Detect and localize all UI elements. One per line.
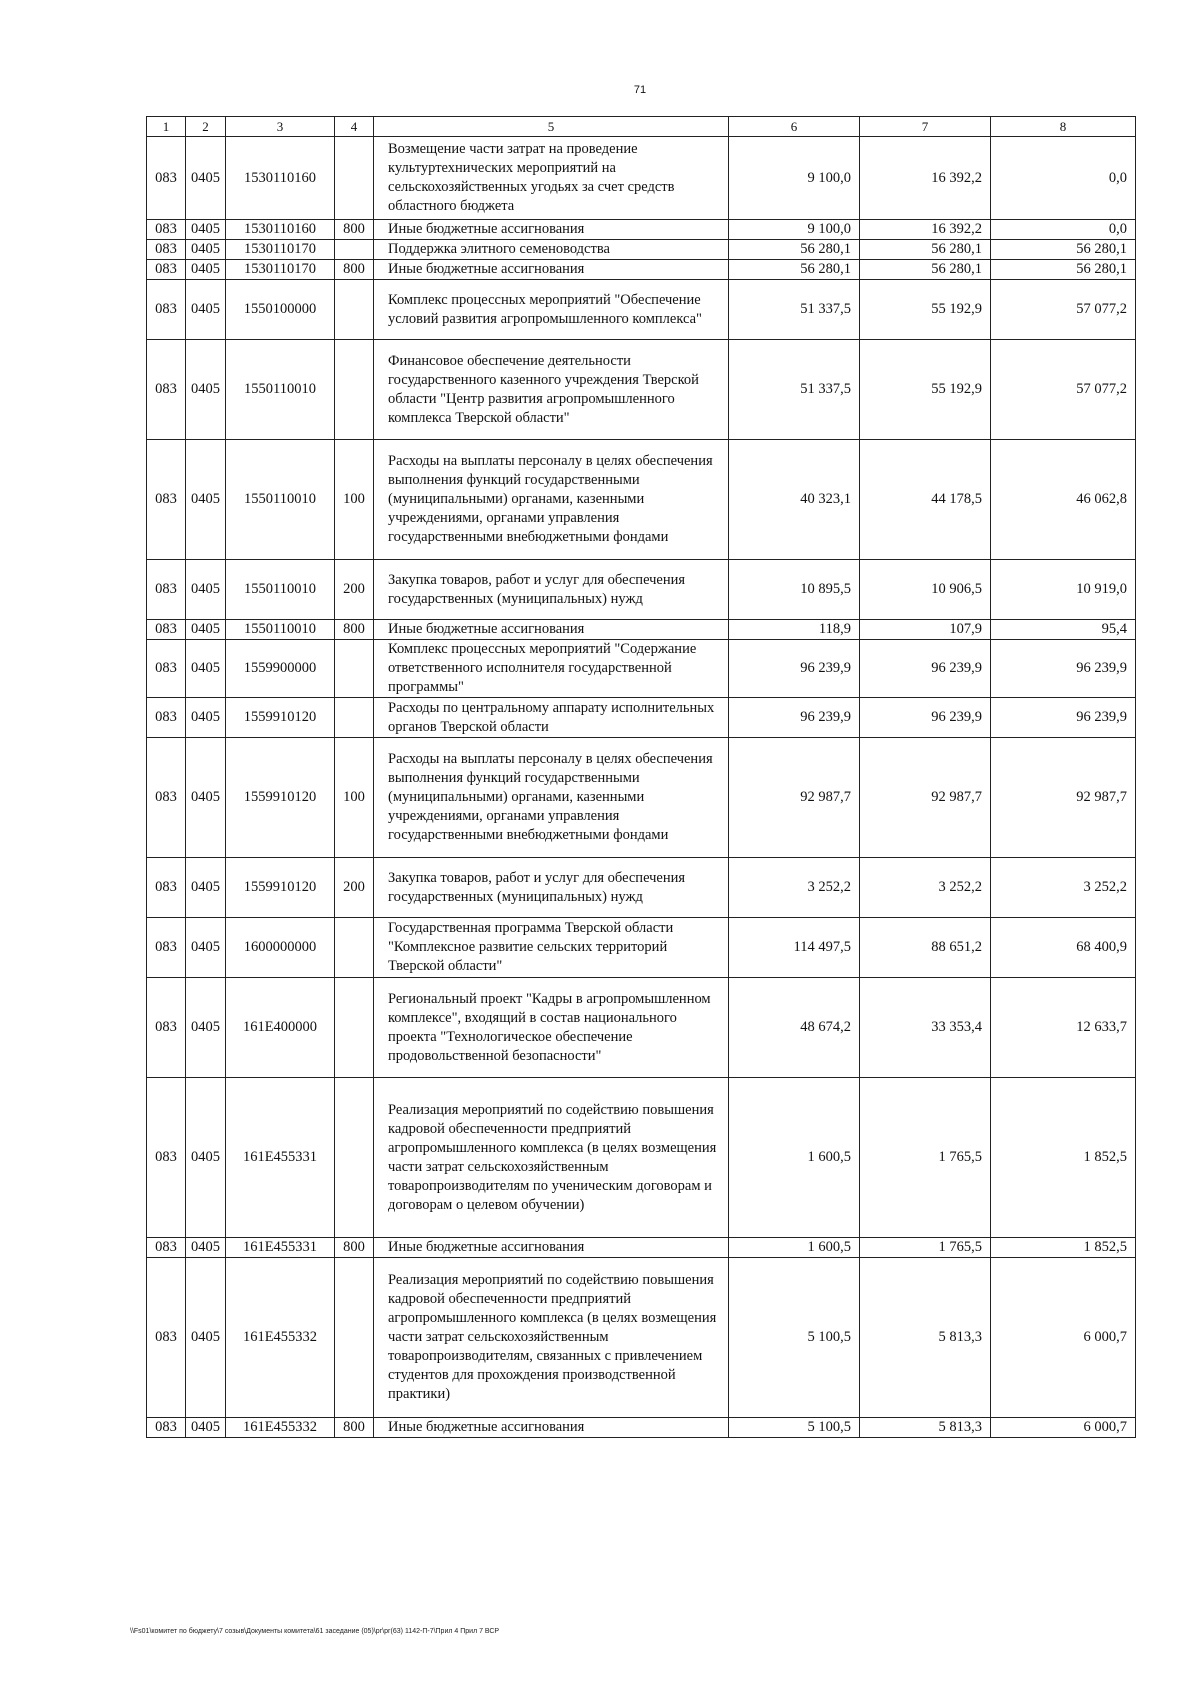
cell-ministry-code: 083: [147, 918, 186, 978]
cell-description: Реализация мероприятий по содействию повышения кадровой обеспеченности предприятий агропромышленного комплекса (в целях возмещения части затрат сельскохозяйственным товаропроизводителям по ученическим договорам и договорам о целевом обучении): [374, 1078, 729, 1238]
cell-expense-type: [335, 340, 374, 440]
cell-amount-year1: 5 100,5: [729, 1258, 860, 1418]
cell-section-code: 0405: [186, 1418, 226, 1438]
table-row: [147, 738, 1136, 858]
page-number: 71: [633, 84, 647, 96]
cell-description: Реализация мероприятий по содействию повышения кадровой обеспеченности предприятий агропромышленного комплекса (в целях возмещения части затрат сельскохозяйственным товаропроизводителям, связанных с привлечением студентов для прохождения производственной практики): [374, 1258, 729, 1418]
cell-target-article: 1559910120: [226, 858, 335, 918]
table-row: [147, 918, 1136, 978]
column-header: 2: [186, 117, 226, 137]
cell-target-article: 1600000000: [226, 918, 335, 978]
cell-ministry-code: 083: [147, 240, 186, 260]
cell-ministry-code: 083: [147, 620, 186, 640]
cell-section-code: 0405: [186, 1078, 226, 1238]
cell-amount-year2: 5 813,3: [860, 1258, 991, 1418]
cell-amount-year3: 46 062,8: [991, 440, 1136, 560]
cell-section-code: 0405: [186, 560, 226, 620]
cell-amount-year3: 68 400,9: [991, 918, 1136, 978]
cell-description: Иные бюджетные ассигнования: [374, 1238, 729, 1258]
cell-expense-type: 800: [335, 1418, 374, 1438]
cell-description: Возмещение части затрат на проведение культуртехнических мероприятий на сельскохозяйственных угодьях за счет средств областного бюджета: [374, 137, 729, 220]
cell-amount-year2: 16 392,2: [860, 137, 991, 220]
cell-expense-type: [335, 698, 374, 738]
cell-description: Расходы по центральному аппарату исполнительных органов Тверской области: [374, 698, 729, 738]
cell-amount-year2: 55 192,9: [860, 280, 991, 340]
cell-amount-year1: 96 239,9: [729, 698, 860, 738]
cell-target-article: 161E455331: [226, 1238, 335, 1258]
cell-section-code: 0405: [186, 620, 226, 640]
cell-description: Иные бюджетные ассигнования: [374, 620, 729, 640]
cell-description: Государственная программа Тверской области "Комплексное развитие сельских территорий Тверской области": [374, 918, 729, 978]
table-row: [147, 1418, 1136, 1438]
cell-description: Расходы на выплаты персоналу в целях обеспечения выполнения функций государственными (муниципальными) органами, казенными учреждениями, органами управления государственными внебюджетными фондами: [374, 738, 729, 858]
cell-description: Комплекс процессных мероприятий "Обеспечение условий развития агропромышленного комплекса": [374, 280, 729, 340]
table-row: [147, 280, 1136, 340]
cell-ministry-code: 083: [147, 260, 186, 280]
table-row: [147, 1078, 1136, 1238]
cell-description: Комплекс процессных мероприятий "Содержание ответственного исполнителя государственной программы": [374, 640, 729, 698]
cell-ministry-code: 083: [147, 1258, 186, 1418]
cell-expense-type: [335, 137, 374, 220]
cell-amount-year1: 51 337,5: [729, 280, 860, 340]
table-row: [147, 240, 1136, 260]
table-body: [147, 137, 1136, 1438]
cell-expense-type: 800: [335, 620, 374, 640]
table-row: [147, 620, 1136, 640]
cell-ministry-code: 083: [147, 340, 186, 440]
cell-section-code: 0405: [186, 220, 226, 240]
cell-amount-year2: 16 392,2: [860, 220, 991, 240]
cell-amount-year3: 92 987,7: [991, 738, 1136, 858]
column-header: 8: [991, 117, 1136, 137]
cell-expense-type: [335, 1078, 374, 1238]
cell-target-article: 161E455332: [226, 1258, 335, 1418]
table-row: [147, 340, 1136, 440]
cell-amount-year3: 57 077,2: [991, 340, 1136, 440]
cell-expense-type: [335, 240, 374, 260]
cell-amount-year2: 33 353,4: [860, 978, 991, 1078]
cell-expense-type: 800: [335, 260, 374, 280]
cell-amount-year3: 96 239,9: [991, 640, 1136, 698]
cell-section-code: 0405: [186, 240, 226, 260]
cell-target-article: 1550110010: [226, 440, 335, 560]
cell-amount-year2: 1 765,5: [860, 1238, 991, 1258]
cell-ministry-code: 083: [147, 220, 186, 240]
cell-amount-year2: 56 280,1: [860, 240, 991, 260]
cell-amount-year1: 56 280,1: [729, 240, 860, 260]
cell-section-code: 0405: [186, 340, 226, 440]
cell-description: Иные бюджетные ассигнования: [374, 1418, 729, 1438]
cell-amount-year3: 3 252,2: [991, 858, 1136, 918]
cell-ministry-code: 083: [147, 698, 186, 738]
cell-amount-year1: 5 100,5: [729, 1418, 860, 1438]
cell-description: Иные бюджетные ассигнования: [374, 260, 729, 280]
cell-description: Поддержка элитного семеноводства: [374, 240, 729, 260]
cell-section-code: 0405: [186, 440, 226, 560]
table-row: [147, 560, 1136, 620]
cell-target-article: 1559900000: [226, 640, 335, 698]
cell-ministry-code: 083: [147, 858, 186, 918]
cell-expense-type: 200: [335, 560, 374, 620]
cell-ministry-code: 083: [147, 560, 186, 620]
cell-amount-year1: 48 674,2: [729, 978, 860, 1078]
column-header: 5: [374, 117, 729, 137]
cell-ministry-code: 083: [147, 738, 186, 858]
cell-expense-type: 100: [335, 440, 374, 560]
cell-expense-type: [335, 978, 374, 1078]
cell-amount-year3: 6 000,7: [991, 1258, 1136, 1418]
column-header: 7: [860, 117, 991, 137]
cell-amount-year1: 9 100,0: [729, 137, 860, 220]
cell-ministry-code: 083: [147, 137, 186, 220]
table-row: [147, 978, 1136, 1078]
cell-description: Финансовое обеспечение деятельности государственного казенного учреждения Тверской области "Центр развития агропромышленного комплекса Тверской области": [374, 340, 729, 440]
header-row: [147, 117, 1136, 137]
table-row: [147, 260, 1136, 280]
cell-target-article: 1530110160: [226, 137, 335, 220]
table-row: [147, 137, 1136, 220]
column-header: 4: [335, 117, 374, 137]
cell-amount-year3: 0,0: [991, 137, 1136, 220]
cell-amount-year2: 1 765,5: [860, 1078, 991, 1238]
cell-section-code: 0405: [186, 1238, 226, 1258]
cell-ministry-code: 083: [147, 978, 186, 1078]
cell-section-code: 0405: [186, 260, 226, 280]
cell-expense-type: 100: [335, 738, 374, 858]
cell-description: Закупка товаров, работ и услуг для обеспечения государственных (муниципальных) нужд: [374, 858, 729, 918]
footer-file-path: \\Fs01\комитет по бюджету\7 созыв\Документы комитета\61 заседание (05)\рг\рг(63) 1142-П-7\Прил 4 Прил 7 ВСР: [130, 1628, 500, 1635]
cell-amount-year3: 12 633,7: [991, 978, 1136, 1078]
table-header: [147, 117, 1136, 137]
table-row: [147, 698, 1136, 738]
cell-target-article: 1530110170: [226, 240, 335, 260]
cell-amount-year3: 0,0: [991, 220, 1136, 240]
cell-target-article: 1550110010: [226, 560, 335, 620]
cell-target-article: 1530110170: [226, 260, 335, 280]
cell-target-article: 161E455331: [226, 1078, 335, 1238]
cell-amount-year2: 44 178,5: [860, 440, 991, 560]
cell-amount-year1: 51 337,5: [729, 340, 860, 440]
cell-description: Региональный проект "Кадры в агропромышленном комплексе", входящий в состав национального проекта "Технологическое обеспечение продовольственной безопасности": [374, 978, 729, 1078]
cell-amount-year2: 56 280,1: [860, 260, 991, 280]
cell-target-article: 1550110010: [226, 620, 335, 640]
cell-target-article: 1550100000: [226, 280, 335, 340]
cell-amount-year2: 96 239,9: [860, 698, 991, 738]
cell-section-code: 0405: [186, 978, 226, 1078]
cell-amount-year3: 1 852,5: [991, 1078, 1136, 1238]
cell-expense-type: 800: [335, 1238, 374, 1258]
cell-section-code: 0405: [186, 280, 226, 340]
cell-amount-year2: 96 239,9: [860, 640, 991, 698]
column-header: 1: [147, 117, 186, 137]
cell-section-code: 0405: [186, 738, 226, 858]
cell-description: Иные бюджетные ассигнования: [374, 220, 729, 240]
cell-amount-year1: 92 987,7: [729, 738, 860, 858]
cell-target-article: 1530110160: [226, 220, 335, 240]
cell-expense-type: [335, 640, 374, 698]
cell-amount-year3: 56 280,1: [991, 240, 1136, 260]
cell-amount-year2: 92 987,7: [860, 738, 991, 858]
column-header: 6: [729, 117, 860, 137]
cell-ministry-code: 083: [147, 280, 186, 340]
cell-amount-year2: 107,9: [860, 620, 991, 640]
cell-expense-type: 800: [335, 220, 374, 240]
cell-amount-year2: 5 813,3: [860, 1418, 991, 1438]
cell-amount-year2: 88 651,2: [860, 918, 991, 978]
table-row: [147, 640, 1136, 698]
cell-section-code: 0405: [186, 640, 226, 698]
cell-expense-type: 200: [335, 858, 374, 918]
table-row: [147, 1258, 1136, 1418]
cell-amount-year2: 55 192,9: [860, 340, 991, 440]
cell-amount-year1: 40 323,1: [729, 440, 860, 560]
table-row: [147, 220, 1136, 240]
cell-expense-type: [335, 1258, 374, 1418]
cell-amount-year1: 118,9: [729, 620, 860, 640]
cell-section-code: 0405: [186, 698, 226, 738]
cell-section-code: 0405: [186, 918, 226, 978]
cell-section-code: 0405: [186, 137, 226, 220]
cell-amount-year1: 96 239,9: [729, 640, 860, 698]
cell-amount-year3: 1 852,5: [991, 1238, 1136, 1258]
cell-ministry-code: 083: [147, 440, 186, 560]
cell-description: Расходы на выплаты персоналу в целях обеспечения выполнения функций государственными (муниципальными) органами, казенными учреждениями, органами управления государственными внебюджетными фондами: [374, 440, 729, 560]
cell-amount-year3: 95,4: [991, 620, 1136, 640]
cell-target-article: 161E400000: [226, 978, 335, 1078]
budget-table: [146, 116, 1136, 1438]
cell-ministry-code: 083: [147, 1078, 186, 1238]
cell-amount-year1: 1 600,5: [729, 1078, 860, 1238]
cell-amount-year1: 56 280,1: [729, 260, 860, 280]
cell-ministry-code: 083: [147, 1238, 186, 1258]
table-row: [147, 440, 1136, 560]
cell-description: Закупка товаров, работ и услуг для обеспечения государственных (муниципальных) нужд: [374, 560, 729, 620]
cell-target-article: 161E455332: [226, 1418, 335, 1438]
cell-ministry-code: 083: [147, 640, 186, 698]
cell-expense-type: [335, 280, 374, 340]
cell-expense-type: [335, 918, 374, 978]
cell-target-article: 1559910120: [226, 738, 335, 858]
cell-amount-year1: 114 497,5: [729, 918, 860, 978]
cell-amount-year3: 96 239,9: [991, 698, 1136, 738]
table-row: [147, 858, 1136, 918]
column-header: 3: [226, 117, 335, 137]
cell-amount-year1: 10 895,5: [729, 560, 860, 620]
cell-amount-year3: 56 280,1: [991, 260, 1136, 280]
cell-section-code: 0405: [186, 858, 226, 918]
cell-amount-year2: 10 906,5: [860, 560, 991, 620]
cell-amount-year2: 3 252,2: [860, 858, 991, 918]
cell-target-article: 1559910120: [226, 698, 335, 738]
table-row: [147, 1238, 1136, 1258]
cell-ministry-code: 083: [147, 1418, 186, 1438]
cell-amount-year1: 3 252,2: [729, 858, 860, 918]
cell-section-code: 0405: [186, 1258, 226, 1418]
cell-amount-year1: 9 100,0: [729, 220, 860, 240]
cell-amount-year3: 6 000,7: [991, 1418, 1136, 1438]
cell-amount-year3: 10 919,0: [991, 560, 1136, 620]
cell-target-article: 1550110010: [226, 340, 335, 440]
cell-amount-year1: 1 600,5: [729, 1238, 860, 1258]
cell-amount-year3: 57 077,2: [991, 280, 1136, 340]
